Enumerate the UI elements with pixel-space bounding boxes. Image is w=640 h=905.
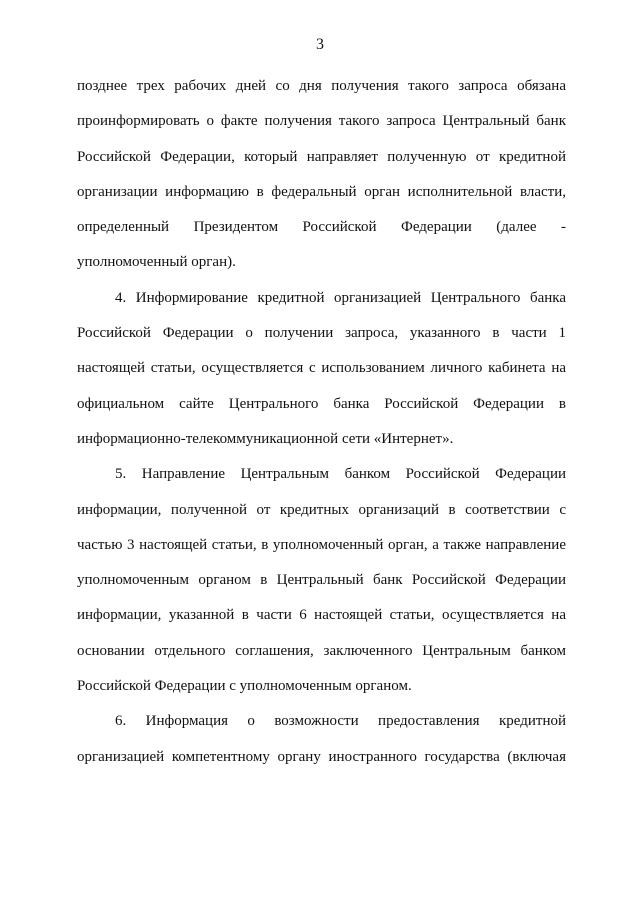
paragraph-item-5: [77, 464, 566, 711]
text-line: 5. Направление Центральным банком Российской Федерации: [115, 466, 566, 483]
paragraph-item-6: [77, 711, 566, 782]
text-line: Российской Федерации, который направляет полученную от кредитной: [77, 148, 566, 165]
text-line: организацией компетентному органу иностранного государства (включая: [77, 748, 566, 765]
text-line: информации, указанной в части 6 настоящей статьи, осуществляется на: [77, 607, 566, 624]
text-line: настоящей статьи, осуществляется с использованием личного кабинета на: [77, 360, 566, 377]
text-line: организации информацию в федеральный орган исполнительной власти,: [77, 183, 566, 200]
text-line: 4. Информирование кредитной организацией Центрального банка: [115, 289, 566, 306]
document-body: [77, 76, 566, 782]
text-line: 6. Информация о возможности предоставления кредитной: [115, 713, 566, 730]
text-line: информации, полученной от кредитных организаций в соответствии с: [77, 501, 566, 518]
text-line: позднее трех рабочих дней со дня получения такого запроса обязана: [77, 78, 566, 94]
text-line: определенный Президентом Российской Федерации (далее -: [77, 219, 566, 236]
text-line: Российской Федерации о получении запроса, указанного в части 1: [77, 325, 566, 342]
text-line: проинформировать о факте получения такого запроса Центральный банк: [77, 113, 566, 130]
page-number: 3: [316, 36, 324, 53]
text-line: уполномоченным органом в Центральный банк Российской Федерации: [77, 572, 566, 589]
text-line: уполномоченный орган).: [77, 254, 236, 271]
text-line: частью 3 настоящей статьи, в уполномоченный орган, а также направление: [77, 536, 566, 553]
text-line: официальном сайте Центрального банка Российской Федерации в: [77, 395, 566, 412]
text-line: Российской Федерации с уполномоченным органом.: [77, 678, 412, 695]
paragraph-item-4: [77, 288, 566, 464]
paragraph-continuation: [77, 76, 566, 288]
text-line: информационно-телекоммуникационной сети «Интернет».: [77, 430, 454, 447]
text-line: основании отдельного соглашения, заключенного Центральным банком: [77, 642, 566, 659]
